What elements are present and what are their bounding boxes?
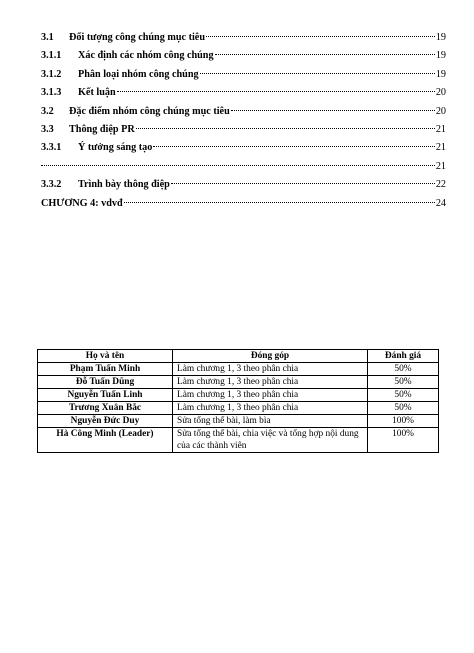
toc-number: 3.2	[41, 105, 54, 117]
toc-page: 22	[435, 179, 446, 191]
toc-title: Phân loại nhóm công chúng	[78, 68, 199, 80]
toc-entry[interactable]	[41, 198, 446, 216]
member-contribution: Làm chương 1, 3 theo phân chia	[173, 376, 368, 389]
toc-dot-leader	[231, 109, 435, 111]
toc-number: 3.1	[41, 32, 54, 43]
toc-entry[interactable]	[41, 124, 446, 142]
toc-dot-leader	[136, 127, 435, 129]
member-rating: 50%	[368, 402, 439, 415]
toc-entry[interactable]	[41, 50, 446, 68]
member-name: Phạm Tuấn Minh	[38, 363, 173, 376]
column-header-name: Họ và tên	[38, 350, 173, 363]
column-header-contribution: Đóng góp	[173, 350, 368, 363]
toc-page: 20	[435, 87, 446, 99]
toc-dot-leader	[171, 182, 435, 184]
toc-dot-leader	[41, 164, 435, 166]
toc-number: 3.3.2	[41, 179, 62, 191]
member-contribution: Làm chương 1, 3 theo phân chia	[173, 389, 368, 402]
member-rating: 100%	[368, 415, 439, 428]
toc-title: Kết luận	[78, 87, 116, 99]
toc-entry[interactable]	[41, 69, 446, 87]
table-row	[38, 428, 439, 453]
toc-page: 19	[435, 50, 446, 62]
table-header-row	[38, 350, 439, 363]
table-row	[38, 415, 439, 428]
member-rating: 100%	[368, 428, 439, 453]
toc-title: CHƯƠNG 4: vdvđ	[41, 197, 123, 209]
member-name: Hà Công Minh (Leader)	[38, 428, 173, 453]
member-contribution: Sửa tổng thể bài, làm bìa	[173, 415, 368, 428]
toc-title: Thông điệp PR	[69, 123, 135, 135]
toc-entry[interactable]	[41, 142, 446, 160]
table-row	[38, 402, 439, 415]
table-row	[38, 389, 439, 402]
toc-page: 19	[435, 32, 446, 43]
toc-page: 19	[435, 68, 446, 80]
member-rating: 50%	[368, 389, 439, 402]
toc-number: 3.1.2	[41, 68, 62, 80]
toc-entry[interactable]	[41, 87, 446, 105]
toc-entry[interactable]	[41, 106, 446, 124]
toc-dot-leader	[200, 72, 435, 74]
member-rating: 50%	[368, 376, 439, 389]
toc-title: Đặc điểm nhóm công chúng mục tiêu	[69, 105, 230, 117]
table-row	[38, 376, 439, 389]
toc-page: 20	[435, 105, 446, 117]
member-contribution: Làm chương 1, 3 theo phân chia	[173, 402, 368, 415]
toc-page: 21	[435, 123, 446, 135]
toc-dot-leader	[153, 145, 435, 147]
toc-dot-leader	[215, 53, 435, 55]
member-name: Đỗ Tuấn Dũng	[38, 376, 173, 389]
toc-title: Ý tưởng sáng tạo	[78, 142, 153, 154]
toc-entry[interactable]	[41, 32, 446, 50]
toc-title: Đối tượng công chúng mục tiêu	[69, 32, 205, 43]
member-contribution: Sửa tổng thể bài, chia việc và tổng hợp nội dung của các thành viên	[173, 428, 368, 453]
toc-number: 3.3.1	[41, 142, 62, 154]
toc-number: 3.1.3	[41, 87, 62, 99]
toc-number: 3.3	[41, 123, 54, 135]
table-row	[38, 363, 439, 376]
column-header-rating: Đánh giá	[368, 350, 439, 363]
member-contribution: Làm chương 1, 3 theo phân chia	[173, 363, 368, 376]
toc-dot-leader	[117, 90, 435, 92]
toc-entry[interactable]	[41, 161, 446, 179]
toc-page: 21	[435, 142, 446, 154]
member-name: Nguyễn Tuấn Linh	[38, 389, 173, 402]
table-of-contents	[41, 32, 446, 216]
toc-number: 3.1.1	[41, 50, 62, 62]
member-rating: 50%	[368, 363, 439, 376]
toc-title: Xác định các nhóm công chúng	[78, 50, 214, 62]
toc-title: Trình bày thông điệp	[78, 179, 170, 191]
toc-page: 21	[435, 160, 446, 172]
member-name: Nguyễn Đức Duy	[38, 415, 173, 428]
toc-dot-leader	[124, 201, 435, 203]
contribution-table	[37, 349, 439, 453]
toc-dot-leader	[206, 35, 435, 37]
toc-page: 24	[435, 197, 446, 209]
member-name: Trương Xuân Bắc	[38, 402, 173, 415]
toc-entry[interactable]	[41, 179, 446, 197]
